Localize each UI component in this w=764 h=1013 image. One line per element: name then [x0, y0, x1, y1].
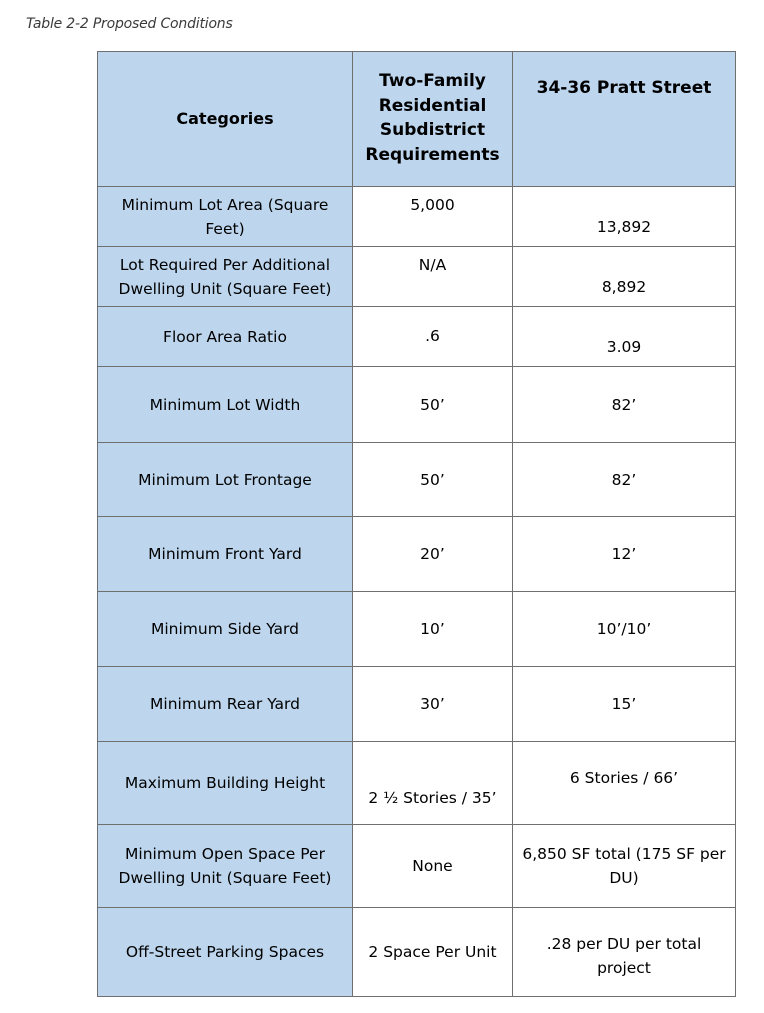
proposed-conditions-table — [97, 51, 736, 997]
table-row — [98, 247, 736, 307]
category-cell: Minimum Open Space Per Dwelling Unit (Square Feet) — [98, 825, 353, 908]
pratt-cell: 8,892 — [513, 247, 736, 307]
requirement-cell: 30’ — [353, 667, 513, 742]
pratt-cell: 10’/10’ — [513, 592, 736, 667]
category-cell: Minimum Lot Width — [98, 367, 353, 443]
requirement-cell: N/A — [353, 247, 513, 307]
table-row — [98, 667, 736, 742]
category-cell: Lot Required Per Additional Dwelling Unit (Square Feet) — [98, 247, 353, 307]
table-row — [98, 517, 736, 592]
requirement-cell: 2 Space Per Unit — [353, 908, 513, 997]
pratt-cell: 3.09 — [513, 307, 736, 367]
pratt-cell: .28 per DU per total project — [513, 908, 736, 997]
table-row — [98, 187, 736, 247]
pratt-cell: 82’ — [513, 443, 736, 517]
pratt-cell: 6 Stories / 66’ — [513, 742, 736, 825]
category-cell: Minimum Front Yard — [98, 517, 353, 592]
header-requirements: Two-Family Residential Subdistrict Requirements — [353, 52, 513, 187]
table-row — [98, 908, 736, 997]
header-row — [98, 52, 736, 187]
pratt-cell: 82’ — [513, 367, 736, 443]
table-row — [98, 307, 736, 367]
table-row — [98, 825, 736, 908]
table-row — [98, 742, 736, 825]
pratt-cell: 6,850 SF total (175 SF per DU) — [513, 825, 736, 908]
header-pratt-street: 34-36 Pratt Street — [513, 52, 736, 187]
requirement-cell: 5,000 — [353, 187, 513, 247]
category-cell: Floor Area Ratio — [98, 307, 353, 367]
requirement-cell: None — [353, 825, 513, 908]
header-categories: Categories — [98, 52, 353, 187]
pratt-cell: 12’ — [513, 517, 736, 592]
table-caption: Table 2-2 Proposed Conditions — [26, 16, 233, 32]
requirement-cell: 50’ — [353, 443, 513, 517]
category-cell: Minimum Lot Area (Square Feet) — [98, 187, 353, 247]
requirement-cell: .6 — [353, 307, 513, 367]
requirement-cell: 2 ½ Stories / 35’ — [353, 742, 513, 825]
requirement-cell: 50’ — [353, 367, 513, 443]
category-cell: Minimum Lot Frontage — [98, 443, 353, 517]
table-row — [98, 443, 736, 517]
category-cell: Off-Street Parking Spaces — [98, 908, 353, 997]
category-cell: Minimum Rear Yard — [98, 667, 353, 742]
table-row — [98, 592, 736, 667]
category-cell: Minimum Side Yard — [98, 592, 353, 667]
pratt-cell: 15’ — [513, 667, 736, 742]
pratt-cell: 13,892 — [513, 187, 736, 247]
table-row — [98, 367, 736, 443]
category-cell: Maximum Building Height — [98, 742, 353, 825]
requirement-cell: 10’ — [353, 592, 513, 667]
requirement-cell: 20’ — [353, 517, 513, 592]
